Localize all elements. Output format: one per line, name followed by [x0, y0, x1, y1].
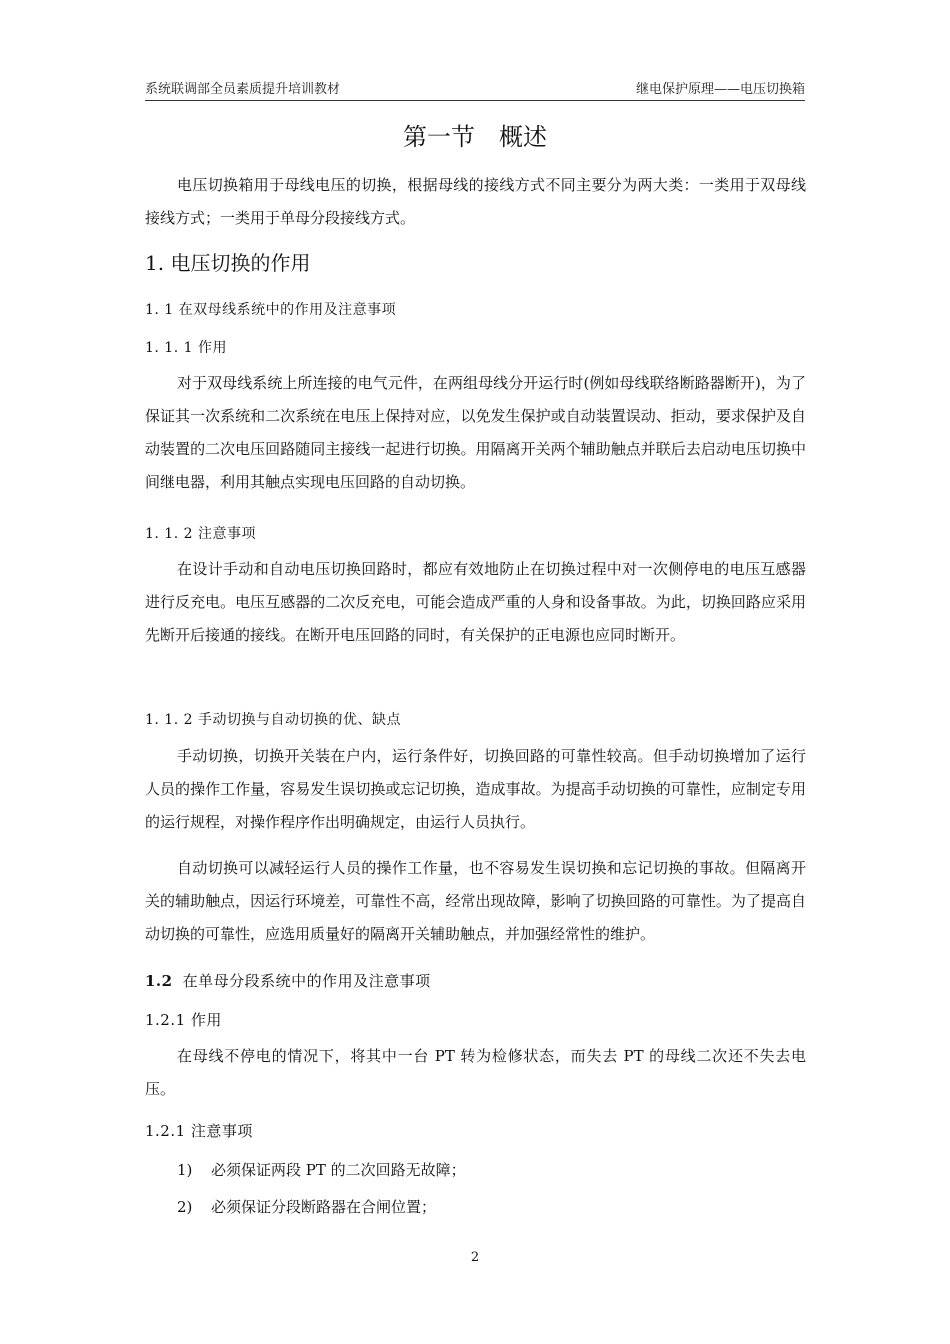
page-title [0, 117, 950, 152]
paragraph-1: 对于双母线系统上所连接的电气元件，在两组母线分开运行时(例如母线联络断路器断开)，为了保证其一次系统和二次系统在电压上保持对应，以免发生保护或自动装置误动、拒动，要求保护及自动装置的二次电压回路随同主接线一起进行切换。用隔离开关两个辅助触点并联后去启动电压切换中间继电器，利用其触点实现电压回路的自动切换。 [145, 374, 806, 491]
page-number: 2 [470, 1250, 480, 1265]
title-part1: 第一节 [403, 123, 475, 151]
section-1-2-heading [145, 970, 431, 991]
section-1-heading: 1. 电压切换的作用 [145, 251, 311, 275]
section-1-2-text: 在单母分段系统中的作用及注意事项 [182, 972, 431, 990]
list-item [177, 1196, 436, 1217]
paragraph-5: 在母线不停电的情况下，将其中一台 PT 转为检修状态，而失去 PT 的母线二次还不失去电压。 [145, 1047, 806, 1098]
section-1-2-1-heading: 1.2.1 作用 [145, 1011, 222, 1029]
list-item-number: 2) [177, 1198, 193, 1216]
section-1-1-1-heading: 1. 1. 1 作用 [145, 340, 227, 356]
title-part2: 概述 [499, 123, 547, 151]
list-item-text: 必须保证分段断路器在合闸位置； [211, 1198, 437, 1216]
list-item-number: 1) [177, 1161, 193, 1179]
section-1-2-number: 1.2 [145, 972, 173, 990]
section-1-1-heading: 1. 1 在双母线系统中的作用及注意事项 [145, 302, 397, 318]
section-1-2-1b-heading: 1.2.1 注意事项 [145, 1122, 253, 1140]
list-item-text: 必须保证两段 PT 的二次回路无故障； [211, 1161, 466, 1179]
paragraph-4: 自动切换可以减轻运行人员的操作工作量，也不容易发生误切换和忘记切换的事故。但隔离开关的辅助触点，因运行环境差，可靠性不高，经常出现故障，影响了切换回路的可靠性。为了提高自动切换的可靠性，应选用质量好的隔离开关辅助触点，并加强经常性的维护。 [145, 859, 806, 943]
header-left-text: 系统联调部全员素质提升培训教材 [145, 82, 341, 97]
header-right-text: 继电保护原理——电压切换箱 [635, 82, 805, 97]
intro-paragraph: 电压切换箱用于母线电压的切换，根据母线的接线方式不同主要分为两大类：一类用于双母线接线方式；一类用于单母分段接线方式。 [145, 176, 806, 227]
section-1-1-2b-heading: 1. 1. 2 手动切换与自动切换的优、缺点 [145, 712, 401, 728]
list-item [177, 1159, 466, 1180]
section-1-1-2-heading: 1. 1. 2 注意事项 [145, 526, 256, 542]
page-header [145, 78, 805, 101]
paragraph-3: 手动切换，切换开关装在户内，运行条件好，切换回路的可靠性较高。但手动切换增加了运行人员的操作工作量，容易发生误切换或忘记切换，造成事故。为提高手动切换的可靠性，应制定专用的运行规程，对操作程序作出明确规定，由运行人员执行。 [145, 747, 806, 831]
paragraph-2: 在设计手动和自动电压切换回路时，都应有效地防止在切换过程中对一次侧停电的电压互感器进行反充电。电压互感器的二次反充电，可能会造成严重的人身和设备事故。为此，切换回路应采用先断开后接通的接线。在断开电压回路的同时，有关保护的正电源也应同时断开。 [145, 560, 806, 644]
